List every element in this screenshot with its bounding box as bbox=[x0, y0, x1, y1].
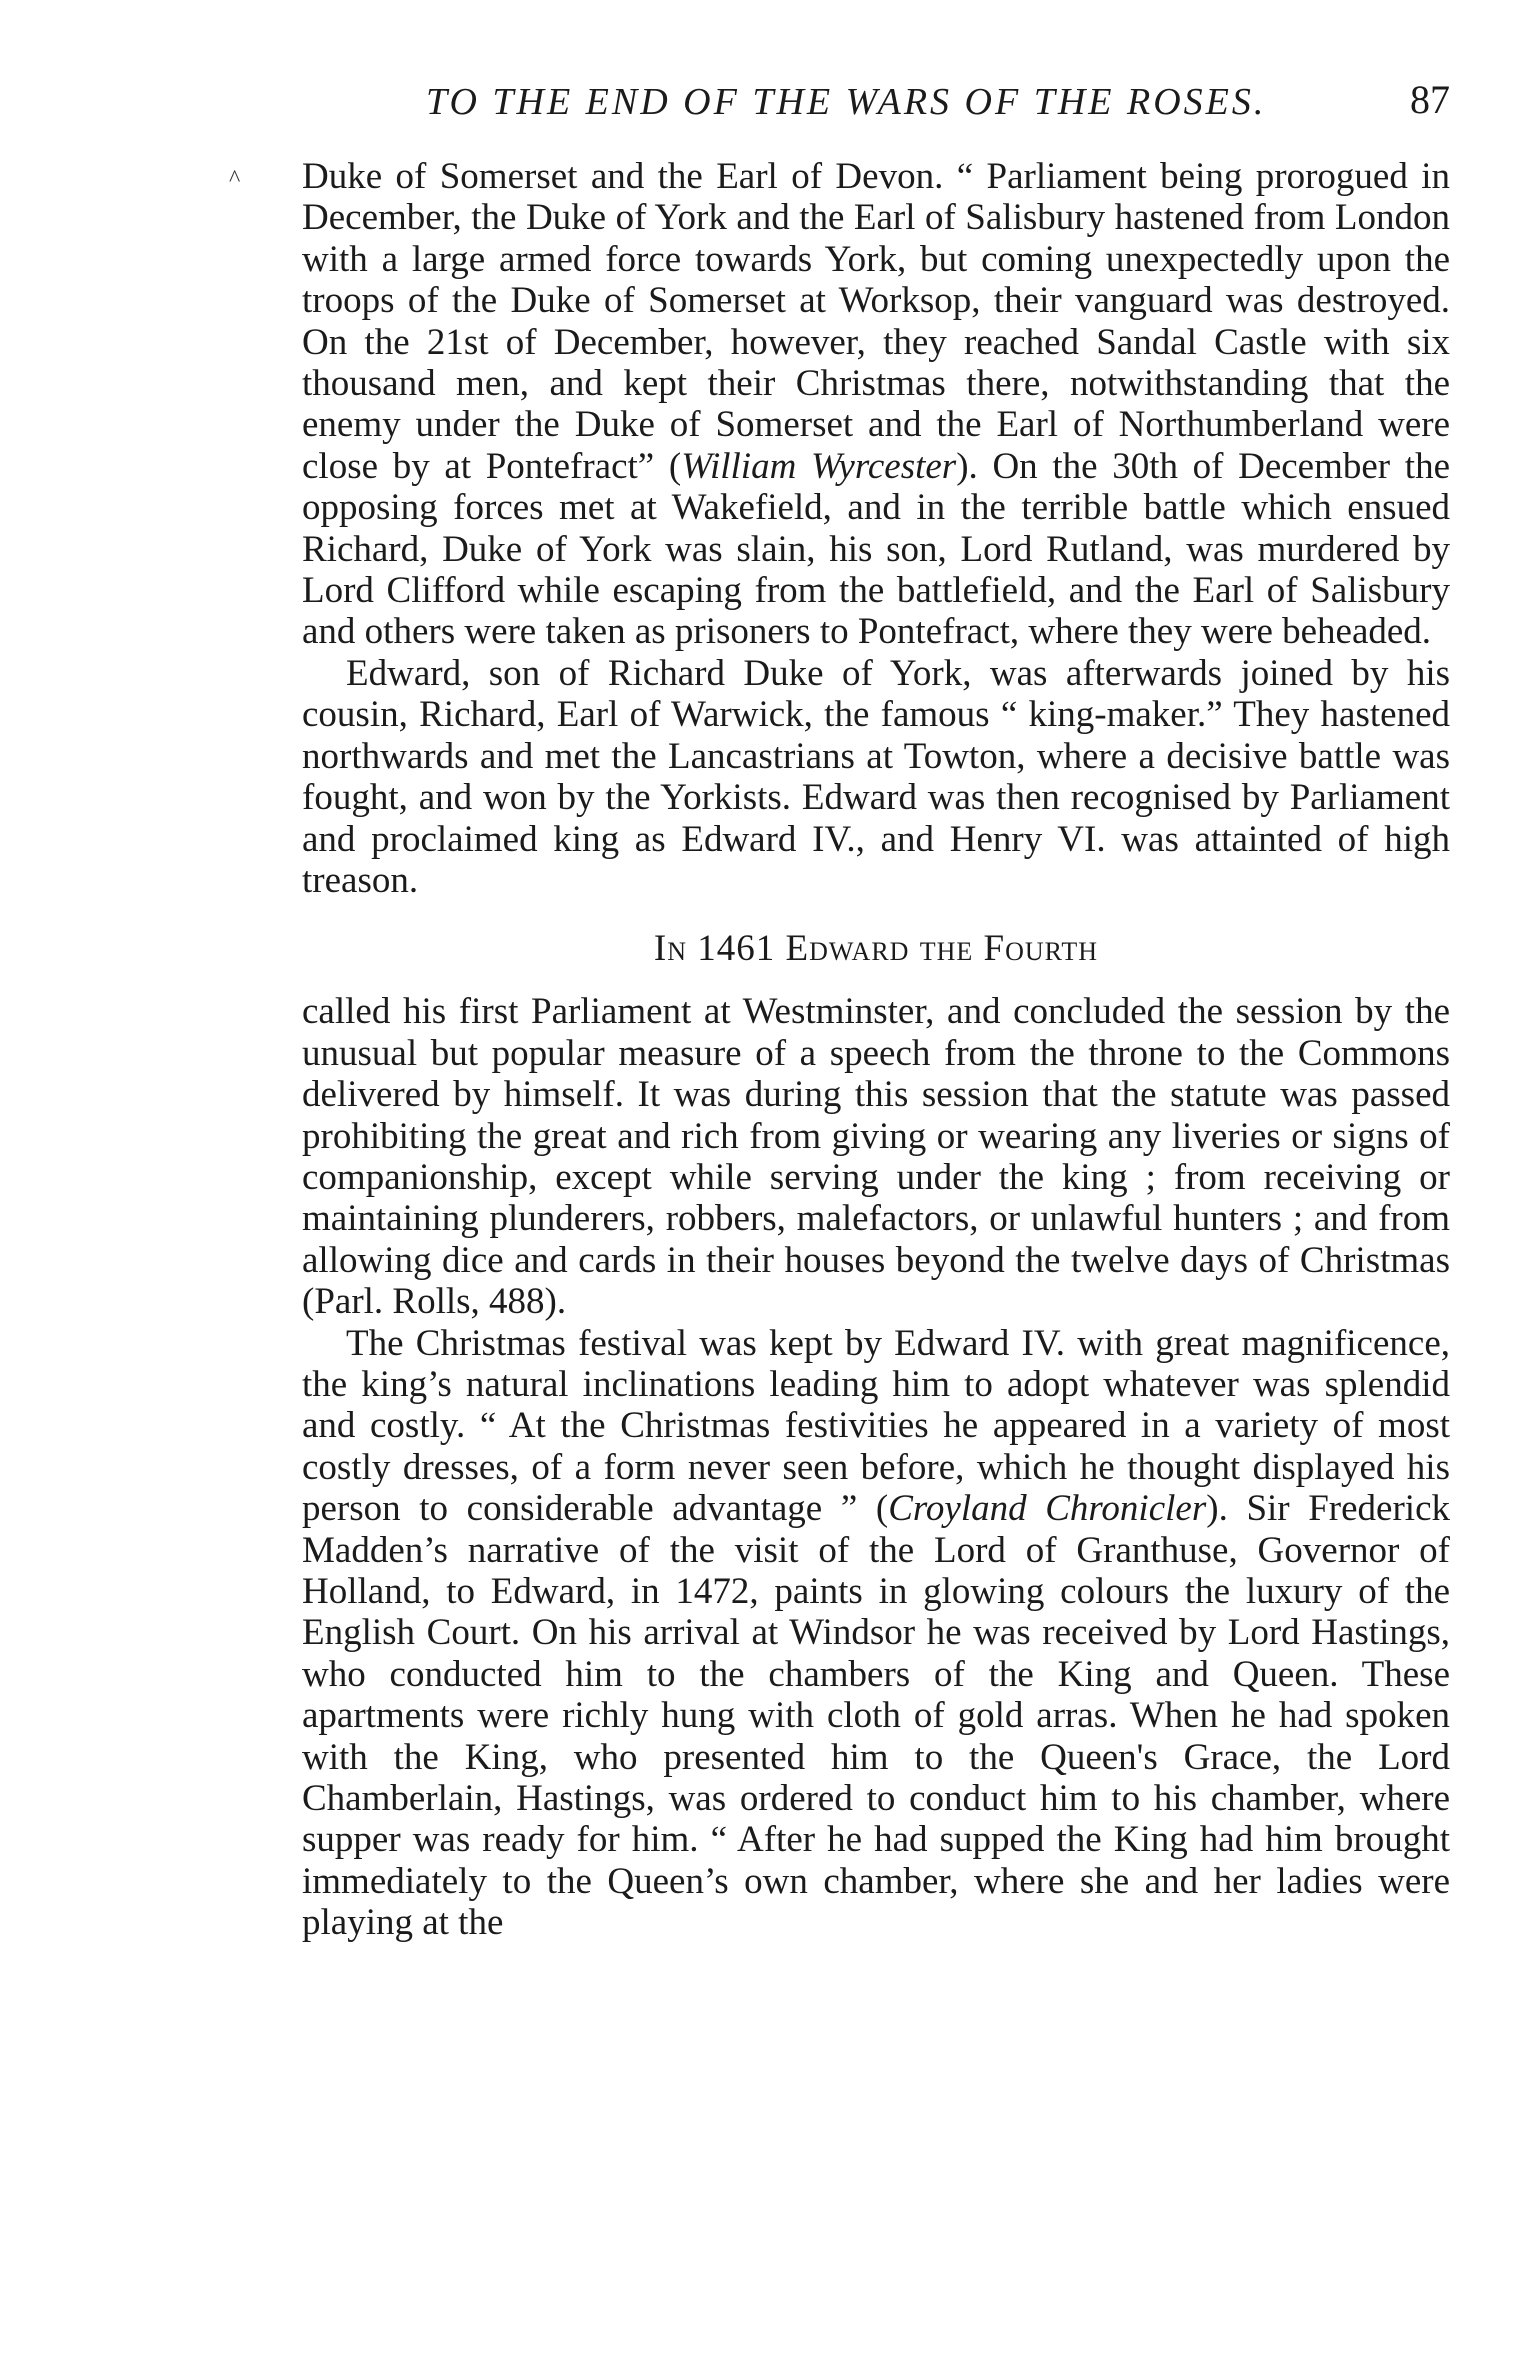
page-number: 87 bbox=[1410, 77, 1450, 122]
body-text bbox=[302, 156, 1450, 1944]
text-run: ). On the 30th of December the opposing forces met at Wakefield, and in the terrible battle which ensued Richard, Duke of York was slain, his son, Lord Rutland, was murdered by Lord Clifford while escaping from the battlefield, and the Earl of Salisbury and others were taken as prisoners to Pontefract, where they were beheaded. bbox=[302, 445, 1450, 653]
margin-caret-mark: ^ bbox=[229, 166, 241, 192]
text-run: ). Sir Frederick Madden’s narrative of the visit of the Lord of Granthuse, Governor of Holland, to Edward, in 1472, paints in glowing colours the luxury of the English Court. On his arrival at Windsor he was received by Lord Hastings, who conducted him to the chambers of the King and Queen. These apartments were richly hung with cloth of gold arras. When he had spoken with the King, who presented him to the Queen's Grace, the Lord Chamberlain, Hastings, was ordered to conduct him to his chamber, where supper was ready for him. “ After he had supped the King had him brought immediately to the Queen’s own chamber, where she and her ladies were playing at the bbox=[302, 1488, 1451, 1944]
paragraph-christmas-festival bbox=[302, 1323, 1450, 1944]
section-heading: In 1461 Edward the Fourth bbox=[653, 928, 1099, 970]
paragraph-edward-warwick bbox=[302, 653, 1450, 901]
text-run: Duke of Somerset and the Earl of Devon. “ Parliament being prorogued in December, the Duke of York and the Earl of Salisbury hastened from London with a large armed force towards York, but coming unexpectedly upon the troops of the Duke of Somerset at Worksop, their vanguard was destroyed. On the 21st of December, however, they reached Sandal Castle with six thousand men, and kept their Christmas there, notwithstanding that the enemy under the Duke of Somerset and the Earl of Northumberland were close by at Pontefract” ( bbox=[302, 156, 1450, 487]
italic-citation-croyland-chronicler: Croyland Chronicler bbox=[888, 1488, 1207, 1530]
paragraph-somerset-devon bbox=[302, 156, 1450, 653]
italic-citation-william-wyrcester: William Wyrcester bbox=[681, 445, 957, 487]
paragraph-first-parliament bbox=[302, 991, 1450, 1322]
text-run: The Christmas festival was kept by Edward IV. with great magnificence, the king’s natural inclinations leading him to adopt whatever was splendid and costly. “ At the Christmas festivities he appeared in a variety of most costly dresses, of a form never seen before, which he thought displayed his person to considerable advantage ” ( bbox=[302, 1322, 1450, 1530]
running-head bbox=[302, 72, 1450, 132]
text-run: Edward, son of Richard Duke of York, was afterwards joined by his cousin, Richard, Earl of Warwick, the famous “ king-maker.” They hastened northwards and met the Lancastrians at Towton, where a decisive battle was fought, and won by the Yorkists. Edward was then recognised by Parliament and proclaimed king as Edward IV., and Henry VI. was attainted of high treason. bbox=[302, 652, 1450, 901]
text-run: called his first Parliament at Westminster, and concluded the session by the unusual but popular measure of a speech from the throne to the Commons delivered by himself. It was during this session that the statute was passed prohibiting the great and rich from giving or wearing any liveries or signs of companionship, except while serving under the king ; from receiving or maintaining plunderers, robbers, malefactors, or unlawful hunters ; and from allowing dice and cards in their houses beyond the twelve days of Christmas (Parl. Rolls, 488). bbox=[302, 991, 1450, 1323]
running-title: TO THE END OF THE WARS OF THE ROSES. bbox=[426, 81, 1267, 123]
